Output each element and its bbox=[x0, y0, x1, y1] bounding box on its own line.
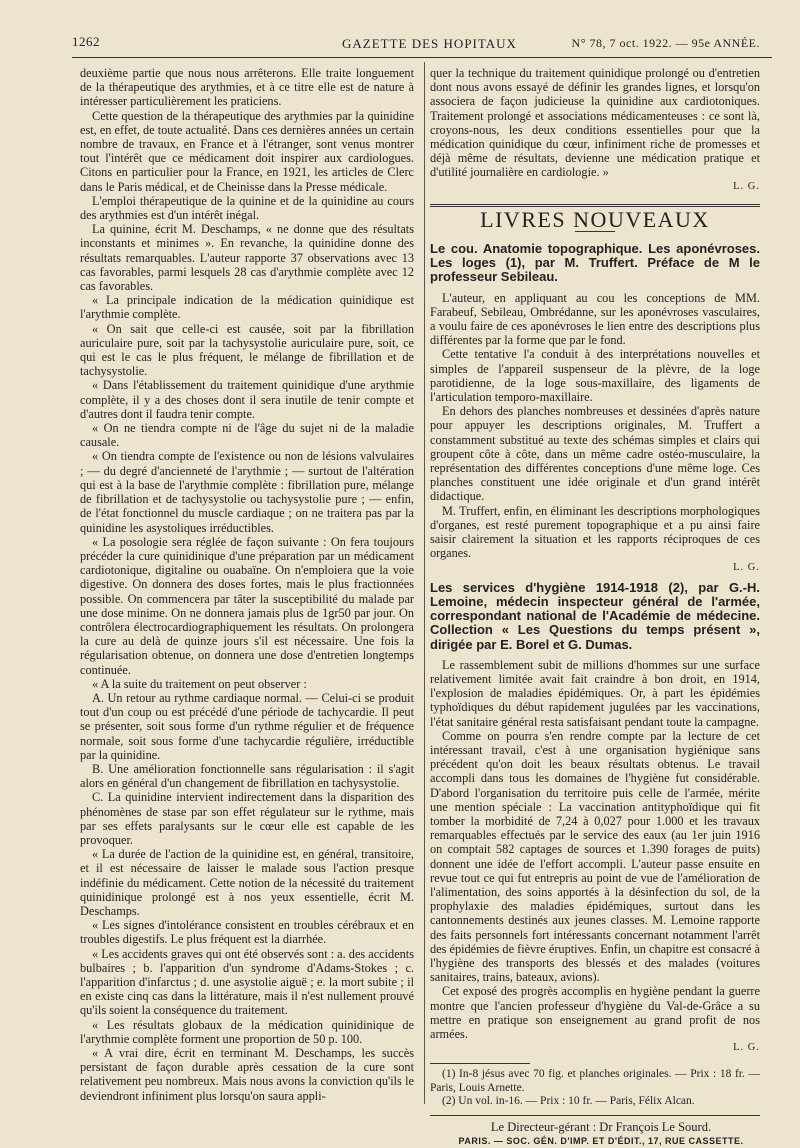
paragraph: A. Un retour au rythme cardiaque normal. — Celui-ci se produit tout d'un coup ou est précédé d'une période de tachycardie. Il peut se présenter, soit sous forme d'un rythme régulier et de fréquence normale, soit sous forme d'une tachycardie régulière, irréductible par la quinidine. bbox=[80, 690, 414, 762]
paragraph: « Les signes d'intolérance consistent en troubles cérébraux et en troubles digestifs. Le plus fréquent est la diarrhée. bbox=[80, 918, 414, 947]
footer-rule bbox=[430, 1115, 760, 1116]
author-initials: L. G. bbox=[733, 1042, 760, 1054]
book-review-title: Les services d'hygiène 1914-1918 (2), par G.-H. Lemoine, médecin inspecteur général de l'armée, correspondant national de l'Académie de médecine. Collection « Les Questions du temps présent », dirigée par E. Borel et G. Dumas. bbox=[430, 579, 760, 652]
issue-info: N° 78, 7 oct. 1922. — 95e ANNÉE. bbox=[571, 36, 760, 50]
paragraph: « On tiendra compte de l'existence ou non de lésions valvulaires ; — du degré d'ancienneté de l'arythmie ; — surtout de l'altération qui est à la base de l'arythmie complète : fibrillation pure, mélange de fibrillation et de tachysystolie ou tachysystolie pure ; — enfin, de l'état fonctionnel du muscle cardiaque ; on ne traitera pas par la quinidine les asystoliques irréductibles. bbox=[80, 449, 414, 535]
paragraph: En dehors des planches nombreuses et dessinées d'après nature pour appuyer les descriptions originales, M. Truffert a constamment substitué au texte des schémas simples et clairs qui groupent côte à côte, dans un même cadre ostéo-musculaire, la représentation des différentes conceptions d'une même loge. Ces planches constituent une idée originale et d'un grand intérêt didactique. bbox=[430, 404, 760, 504]
paragraph: « La principale indication de la médication quinidique est l'arythmie complète. bbox=[80, 293, 414, 322]
paragraph: B. Une amélioration fonctionnelle sans régularisation : il s'agit alors en général d'un changement de fibrillation en tachysystolie. bbox=[80, 761, 414, 791]
paragraph: Cet exposé des progrès accomplis en hygiène pendant la guerre montre que l'ancien professeur d'hygiène du Val-de-Grâce a su mettre en pratique son enseignement au grand profit de nos armées. bbox=[430, 984, 760, 1041]
director-line: Le Directeur-gérant : Dr François Le Sourd. bbox=[490, 1119, 712, 1134]
paragraph: M. Truffert, enfin, en éliminant les descriptions morphologiques d'organes, est resté purement topographique et a pu ainsi faire saisir clairement la situation et les rapports réciproques de ces organes. bbox=[430, 503, 760, 561]
paragraph: « A vrai dire, écrit en terminant M. Deschamps, les succès persistant de façon durable après cessation de la cure sont relativement peu nombreux. Mais nous avons la conviction qu'ils le deviendront infiniment plus lorsqu'on saura appli- bbox=[80, 1046, 414, 1103]
footnote: (1) In-8 jésus avec 70 fig. et planches originales. — Prix : 18 fr. — Paris, Louis Arnette. bbox=[430, 1068, 760, 1094]
journal-title: GAZETTE DES HOPITAUX bbox=[342, 36, 517, 51]
paragraph: « Les accidents graves qui ont été observés sont : a. des accidents bulbaires ; b. l'apparition d'un syndrome d'Adams-Stokes ; c. l'apparition d'infarctus ; d. une asystolie aiguë ; e. la mort subite ; il en existe cinq cas dans la littérature, mais il n'est nullement prouvé qu'ils soient la conséquence du traitement. bbox=[80, 946, 415, 1018]
paragraph: Cette question de la thérapeutique des arythmies par la quinidine est, en effet, de toute actualité. Dans ces dernières années un certain nombre de travaux, en France et à l'étranger, sont venus montrer tout l'intérêt que ce médicament doit inspirer aux cardiologues. Citons en particulier pour la France, en 1921, les articles de Clerc dans le Paris médical, et de Cheinisse dans la Presse médicale. bbox=[80, 108, 414, 194]
paragraph: Le rassemblement subit de millions d'hommes sur une surface relativement limitée avait fait craindre à bon droit, en 1914, l'explosion de maladies épidémiques. Or, à part les épidémies typhoïdiques du début rapidement jugulées par les vaccinations, l'état sanitaire général resta satisfaisant pendant toute la campagne. bbox=[430, 657, 760, 729]
right-column bbox=[430, 66, 760, 1148]
header-rule bbox=[72, 57, 772, 58]
paragraph: « A la suite du traitement on peut observer : bbox=[92, 676, 307, 691]
footnote-rule bbox=[430, 1063, 530, 1064]
author-initials: L. G. bbox=[733, 561, 760, 573]
paragraph: L'auteur, en appliquant au cou les conceptions de MM. Farabeuf, Sebileau, Ombrédanne, sur les aponévroses vasculaires, a voulu faire de ces aponévroses le lien entre des descriptions plus différentes par la forme que par le fond. bbox=[430, 290, 760, 348]
printer-line: PARIS. — SOC. GÉN. D'IMP. ET D'ÉDIT., 17, RUE CASSETTE. bbox=[458, 1136, 744, 1147]
book-review-title: Le cou. Anatomie topographique. Les aponévroses. Les loges (1), par M. Truffert. Préface de M le professeur Sebileau. bbox=[430, 241, 760, 285]
footnote: (2) Un vol. in-16. — Prix : 10 fr. — Paris, Félix Alcan. bbox=[442, 1095, 695, 1108]
column-divider bbox=[424, 62, 425, 1104]
paragraph: « Les résultats globaux de la médication quinidinique de l'arythmie complète forment une proportion de 50 p. 100. bbox=[80, 1017, 414, 1046]
paragraph: « On ne tiendra compte ni de l'âge du sujet ni de la maladie causale. bbox=[80, 421, 414, 450]
paragraph: « Dans l'établissement du traitement quinidique d'une arythmie complète, il y a des choses dont il sera inutile de tenir compte et d'autres dont il faudra tenir compte. bbox=[80, 378, 414, 421]
author-initials: L. G. bbox=[733, 180, 760, 192]
paragraph: « La durée de l'action de la quinidine est, en général, transitoire, et il est nécessaire de laisser le malade sous l'action presque indéfinie du médicament. Cette notion de la nécessité du traitement quinidinique prolongé est à nos yeux essentielle, écrit M. Deschamps. bbox=[80, 847, 414, 918]
page-number: 1262 bbox=[72, 34, 100, 49]
paragraph: Cette tentative l'a conduit à des interprétations nouvelles et simples de l'appareil suspenseur de la plèvre, de la loge parotidienne, de la loge sous-maxillaire, des ligaments de l'articulation temporo-maxillaire. bbox=[430, 347, 760, 405]
paragraph: « La posologie sera réglée de façon suivante : On fera toujours précéder la cure quinidinique d'une préparation par un médicament cardiotonique, digitaline ou ouabaïne. On n'emploiera que la voie digestive. On donnera des doses fortes, mais le plus fractionnées possible. On commencera par tâter la susceptibilité du malade par une dose minime. On ne donnera jamais plus de 1gr50 par jour. On contrôlera électrocardiographiquement les résultats. On prolongera la cure au delà de quinze jours s'il est nécessaire. Une fois la régularisation obtenue, on donnera une dose d'entretien longtemps continuée. bbox=[80, 534, 414, 677]
paragraph: quer la technique du traitement quinidique prolongé ou d'entretien dont nous avons essayé de définir les grandes lignes, et lorsqu'on associera de façon judicieuse la quinidine aux cardiotoniques. Traitement prolongé et associations médicamenteuses : ce sont là, croyons-nous, les deux conditions essentielles pour que la médication quinidique du cœur, infiniment riche de promesses et déjà même de résultats, devienne une médication pratique et d'utilité journalière en cardiologie. » bbox=[430, 66, 760, 180]
section-title: LIVRES NOUVEAUX bbox=[480, 206, 710, 232]
paragraph: deuxième partie que nous nous arrêterons. Elle traite longuement de la thérapeutique des arythmies, et à ce titre elle est de nature à intéresser particulièrement les praticiens. bbox=[80, 66, 414, 109]
page-header bbox=[62, 30, 780, 54]
paragraph: « On sait que celle-ci est causée, soit par la fibrillation auriculaire pure, soit par la tachysystolie auriculaire pure, soit, ce qui est le cas le plus fréquent, le mélange de fibrillation et de tachysystolie. bbox=[80, 321, 414, 379]
paragraph: C. La quinidine intervient indirectement dans la disparition des phénomènes de stase par son effet régulateur sur le rythme, mais par ses effets paralysants sur le cœur elle est capable de les provoquer. bbox=[80, 790, 414, 847]
paragraph: L'emploi thérapeutique de la quinine et de la quinidine au cours des arythmies est d'un intérêt inégal. bbox=[80, 193, 414, 223]
paragraph: La quinine, écrit M. Deschamps, « ne donne que des résultats inconstants et minimes ». En revanche, la quinidine donne des résultats remarquables. L'auteur rapporte 37 observations avec 13 cas favorables, parmi lesquels 28 cas d'arythmie complète avec 12 cas favorables. bbox=[80, 222, 414, 294]
paragraph: Comme on pourra s'en rendre compte par la lecture de cet intéressant travail, c'est à une organisation hygiénique sans précédent qu'on doit les beaux résultats obtenus. Le travail accompli dans tous les domaines de l'hygiène fut considérable. D'abord l'organisation du territoire puis celle de l'armée, mérite une mention spéciale : La vaccination antityphoïdique qui fit tomber la morbidité de 7,24 à 0,027 pour 1.000 et les travaux remarquables effectués par le service des eaux (au 1er juin 1916 on comptait 582 captages de sources et 1.390 forages de puits) donnent une idée de l'effort accompli. L'auteur passe ensuite en revue tout ce qui fut entrepris au point de vue de l'amélioration de l'alimentation, des soins apportés à la désinfection du sol, de la prophylaxie des maladies épidémiques, surtout dans les cantonnements destinés aux jeunes classes. M. Lemoine rapporte des faits personnels fort intéressants concernant notamment l'arrêt des épidémies de fièvre éruptives. Enfin, un chapitre est consacré à l'hygiène des transports des blessés et des malades (voitures sanitaires, trains, bateaux, avions). bbox=[430, 728, 760, 985]
left-column bbox=[80, 66, 414, 1103]
